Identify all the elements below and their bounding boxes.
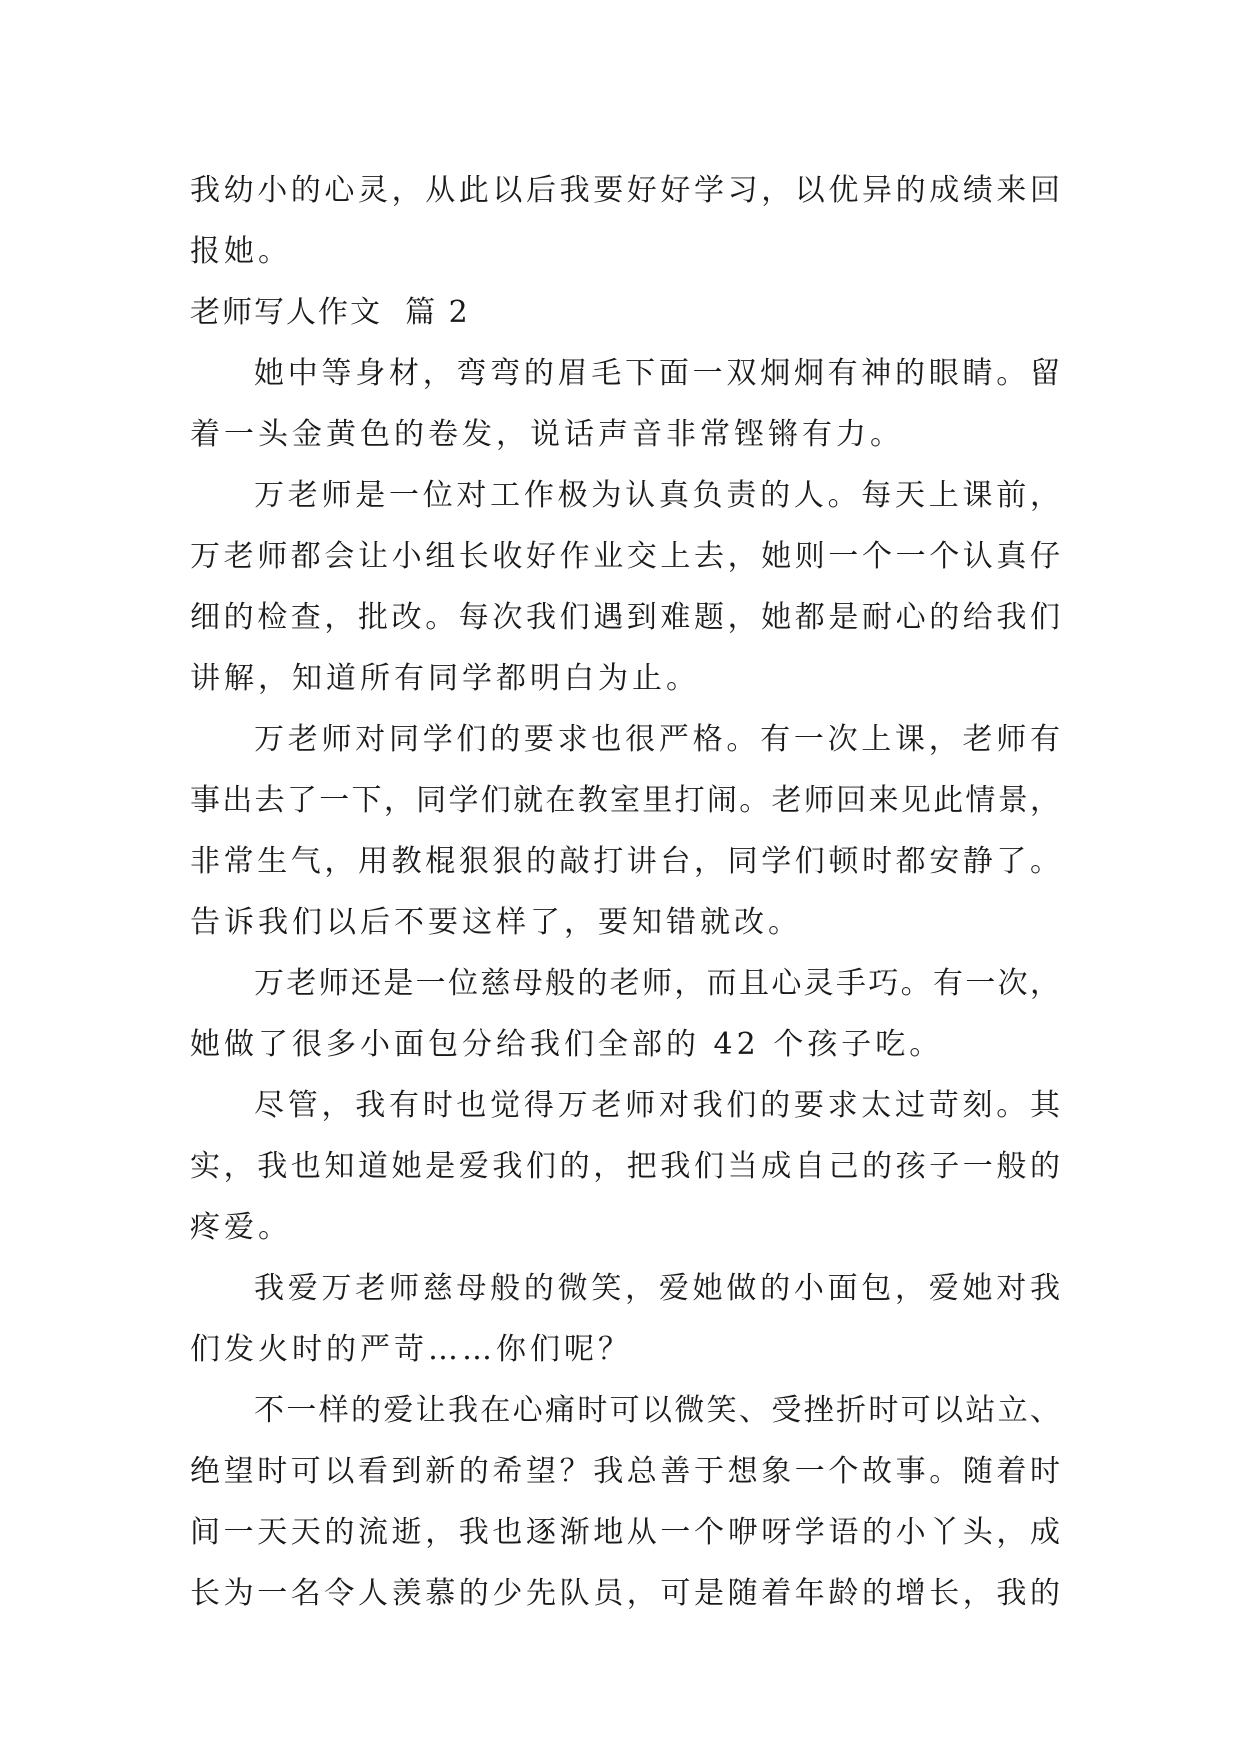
paragraph bbox=[190, 709, 1060, 953]
text-line: 细的检查，批改。每次我们遇到难题，她都是耐心的给我们 bbox=[190, 600, 1060, 635]
text-line: 告诉我们以后不要这样了，要知错就改。 bbox=[190, 905, 802, 940]
paragraph bbox=[190, 465, 1060, 709]
text-line: 间一天天的流逝，我也逐渐地从一个咿呀学语的小丫头，成 bbox=[190, 1515, 1060, 1550]
text-line: 我幼小的心灵，从此以后我要好好学习，以优异的成绩来回 bbox=[190, 173, 1060, 208]
text-line: 非常生气，用教棍狠狠的敲打讲台，同学们顿时都安静了。 bbox=[190, 844, 1060, 879]
paragraph bbox=[190, 953, 1060, 1075]
section-heading: 老师写人作文 篇 2 bbox=[190, 295, 470, 330]
text-line: 着一头金黄色的卷发，说话声音非常铿锵有力。 bbox=[190, 417, 904, 452]
paragraph bbox=[190, 1380, 1060, 1624]
text-line: 绝望时可以看到新的希望？我总善于想象一个故事。随着时 bbox=[190, 1454, 1060, 1489]
text-line: 不一样的爱让我在心痛时可以微笑、受挫折时可以站立、 bbox=[254, 1393, 1060, 1428]
text-line: 万老师都会让小组长收好作业交上去，她则一个一个认真仔 bbox=[190, 539, 1060, 574]
text-line: 她中等身材，弯弯的眉毛下面一双炯炯有神的眼睛。留 bbox=[254, 356, 1060, 391]
paragraph-continued bbox=[190, 160, 1060, 282]
text-line: 实，我也知道她是爱我们的，把我们当成自己的孩子一般的 bbox=[190, 1149, 1060, 1184]
text-line: 她做了很多小面包分给我们全部的 42 个孩子吃。 bbox=[190, 1027, 944, 1062]
text-line: 讲解，知道所有同学都明白为止。 bbox=[190, 661, 700, 696]
paragraph bbox=[190, 1258, 1060, 1380]
text-line: 事出去了一下，同学们就在教室里打闹。老师回来见此情景， bbox=[190, 783, 1060, 818]
paragraph bbox=[190, 1075, 1060, 1258]
text-line: 们发火时的严苛……你们呢？ bbox=[190, 1332, 632, 1367]
text-line: 尽管，我有时也觉得万老师对我们的要求太过苛刻。其 bbox=[254, 1088, 1060, 1123]
document-page bbox=[190, 160, 1060, 1624]
text-line: 万老师是一位对工作极为认真负责的人。每天上课前， bbox=[254, 478, 1060, 513]
text-line: 疼爱。 bbox=[190, 1210, 292, 1245]
text-line: 长为一名令人羡慕的少先队员，可是随着年龄的增长，我的 bbox=[190, 1576, 1060, 1611]
text-line: 我爱万老师慈母般的微笑，爱她做的小面包，爱她对我 bbox=[254, 1271, 1060, 1306]
paragraph bbox=[190, 343, 1060, 465]
text-line: 报她。 bbox=[190, 234, 292, 269]
text-line: 万老师还是一位慈母般的老师，而且心灵手巧。有一次， bbox=[254, 966, 1060, 1001]
text-line: 万老师对同学们的要求也很严格。有一次上课，老师有 bbox=[254, 722, 1060, 757]
